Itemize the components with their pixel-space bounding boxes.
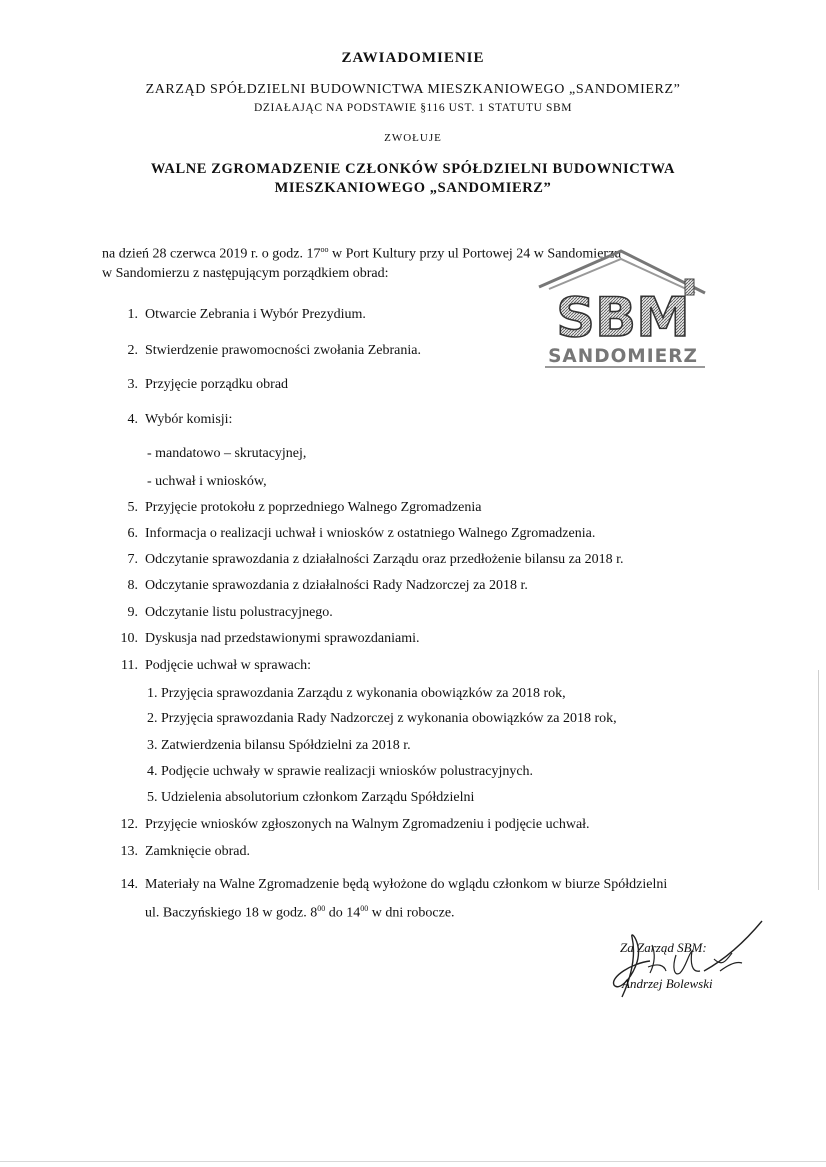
agenda-text: Przyjęcie protokołu z poprzedniego Walnego Zgromadzenia <box>145 500 482 515</box>
agenda-text: Materiały na Walne Zgromadzenie będą wyłożone do wglądu członkom w biurze Spółdzielni <box>145 877 668 892</box>
assembly-heading-line-2: MIESZKANIOWEGO „SANDOMIERZ” <box>274 180 552 196</box>
hours-text: do 14 <box>325 905 361 921</box>
hours-text: ul. Baczyńskiego 18 w godz. 8 <box>145 905 318 921</box>
agenda-number: 2. <box>127 343 138 358</box>
basis-line: DZIAŁAJĄC NA PODSTAWIE §116 UST. 1 STATUTU SBM <box>253 102 573 114</box>
hours-text: w dni robocze. <box>368 905 455 921</box>
agenda-text: Przyjęcie porządku obrad <box>145 377 289 392</box>
agenda-number: 5. <box>127 500 138 515</box>
hours-sup: 00 <box>360 904 369 913</box>
agenda-number: 14. <box>120 877 138 892</box>
assembly-heading <box>0 160 826 198</box>
agenda-number: 10. <box>120 631 138 646</box>
agenda-number: 7. <box>127 552 138 567</box>
intro-line-2: w Sandomierzu z następującym porządkiem obrad: <box>102 266 389 281</box>
committee-item: - uchwał i wniosków, <box>147 474 267 489</box>
scan-edge-line <box>818 670 819 890</box>
agenda-number: 12. <box>120 817 138 832</box>
resolution-item: 5. Udzielenia absolutorium członkom Zarządu Spółdzielni <box>147 790 475 805</box>
convenes-line: ZWOŁUJE <box>384 132 442 144</box>
logo-name: SANDOMIERZ <box>548 346 698 367</box>
agenda-number: 3. <box>127 377 138 392</box>
agenda-text: Stwierdzenie prawomocności zwołania Zebrania. <box>145 343 422 358</box>
agenda-text: Podjęcie uchwał w sprawach: <box>145 658 311 673</box>
sbm-logo <box>535 243 715 371</box>
document-title: ZAWIADOMIENIE <box>341 50 485 66</box>
intro-date-time: na dzień 28 czerwca 2019 r. o godz. 17 <box>102 246 321 262</box>
agenda-text: Odczytanie sprawozdania z działalności Zarządu oraz przedłożenie bilansu za 2018 r. <box>145 552 624 567</box>
agenda-number: 1. <box>127 307 138 322</box>
agenda-text: Odczytanie listu polustracyjnego. <box>145 605 333 620</box>
scan-bottom-line <box>0 1161 826 1162</box>
agenda-text: Zamknięcie obrad. <box>145 844 250 859</box>
agenda-text: Odczytanie sprawozdania z działalności Rady Nadzorczej za 2018 r. <box>145 578 528 593</box>
agenda-number: 4. <box>127 412 138 427</box>
resolution-item: 3. Zatwierdzenia bilansu Spółdzielni za 2018 r. <box>147 738 411 753</box>
board-line: ZARZĄD SPÓŁDZIELNI BUDOWNICTWA MIESZKANIOWEGO „SANDOMIERZ” <box>145 82 681 97</box>
agenda-number: 13. <box>120 844 138 859</box>
agenda-text: Dyskusja nad przedstawionymi sprawozdaniami. <box>145 631 420 646</box>
agenda-text: Otwarcie Zebrania i Wybór Prezydium. <box>145 307 366 322</box>
signatory-name: Andrzej Bolewski <box>622 976 713 991</box>
assembly-heading-line-1: WALNE ZGROMADZENIE CZŁONKÓW SPÓŁDZIELNI BUDOWNICTWA <box>150 161 676 177</box>
hours-sup: 00 <box>317 904 326 913</box>
resolution-item: 1. Przyjęcia sprawozdania Zarządu z wykonania obowiązków za 2018 rok, <box>147 686 566 701</box>
agenda-number: 11. <box>121 658 138 673</box>
materials-hours <box>145 904 455 922</box>
agenda-number: 8. <box>127 578 138 593</box>
agenda-text: Przyjęcie wniosków zgłoszonych na Walnym Zgromadzeniu i podjęcie uchwał. <box>145 817 590 832</box>
intro-place: w Port Kultury przy ul Portowej 24 w Sandomierzu <box>328 246 622 262</box>
agenda-number: 9. <box>127 605 138 620</box>
agenda-number: 6. <box>127 526 138 541</box>
signature-label: Za Zarząd SBM: <box>620 940 707 955</box>
resolution-item: 2. Przyjęcia sprawozdania Rady Nadzorczej z wykonania obowiązków za 2018 rok, <box>147 711 617 726</box>
intro-time-sup: oo <box>320 245 329 254</box>
resolution-item: 4. Podjęcie uchwały w sprawie realizacji wniosków polustracyjnych. <box>147 764 534 779</box>
agenda-text: Wybór komisji: <box>145 412 233 427</box>
agenda-text: Informacja o realizacji uchwał i wniosków z ostatniego Walnego Zgromadzenia. <box>145 526 596 541</box>
committee-item: - mandatowo – skrutacyjnej, <box>147 446 307 461</box>
logo-letters: SBM <box>556 286 690 349</box>
